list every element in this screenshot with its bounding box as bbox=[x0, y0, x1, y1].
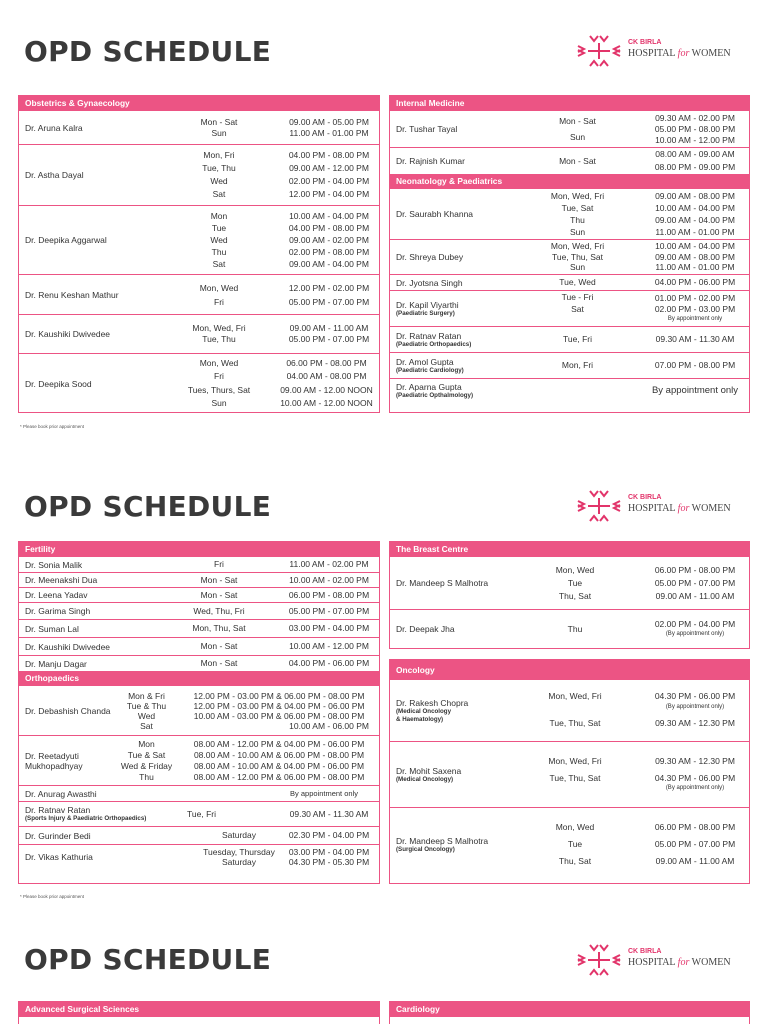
hospital-logo bbox=[576, 489, 736, 523]
section-header: Cardiology bbox=[390, 1002, 749, 1017]
logo-icon bbox=[576, 943, 622, 977]
time-cell: 06.00 PM - 08.00 PM bbox=[288, 589, 370, 600]
doctor-name: Dr. Mohit Saxena (Medical Oncology) bbox=[396, 765, 462, 783]
table-row bbox=[19, 144, 379, 205]
days-cell: Mon - Sat Sun bbox=[200, 116, 238, 138]
time-cell: 10.00 AM - 12.00 PM bbox=[289, 641, 369, 651]
table-row bbox=[19, 735, 379, 785]
table-row bbox=[390, 239, 749, 274]
page-title: OPD SCHEDULE bbox=[24, 35, 272, 68]
table-row bbox=[390, 189, 749, 239]
table-row bbox=[390, 807, 749, 881]
table-row bbox=[390, 274, 749, 290]
time-cell: 09.00 AM - 11.00 AM 05.00 PM - 07.00 PM bbox=[288, 323, 370, 344]
internal-medicine-table bbox=[389, 95, 750, 413]
days-cell: Wed, Thu, Fri bbox=[193, 605, 245, 616]
days-cell: Mon, Wed, Fri Tue, Sat Thu Sun bbox=[550, 191, 605, 237]
days-cell: Mon, Wed Fri bbox=[199, 282, 239, 307]
doctor-name: Dr. Kapil Viyarthi (Paediatric Surgery) bbox=[396, 299, 459, 317]
time-cell: 12.00 PM - 02.00 PM 05.00 PM - 07.00 PM bbox=[288, 282, 370, 307]
days-cell: Mon & Fri Tue & Thu Wed Sat bbox=[126, 690, 167, 731]
doctor-name: Dr. Reetadyuti Mukhopadhyay bbox=[25, 750, 83, 771]
doctor-name: Dr. Debashish Chanda bbox=[25, 705, 111, 716]
days-cell: Saturday bbox=[221, 830, 257, 840]
table-row bbox=[19, 844, 379, 869]
time-cell: 09.30 AM - 02.00 PM 05.00 PM - 08.00 PM 10.00 AM - 12.00 PM bbox=[654, 112, 736, 145]
days-cell: Mon - Sat bbox=[200, 641, 238, 651]
logo-small-text: CK BIRLA bbox=[628, 948, 662, 955]
doctor-name: Dr. Ratnav Ratan (Paediatric Orthopaedics) bbox=[396, 330, 472, 348]
table-row bbox=[19, 637, 379, 655]
time-cell: 09.00 AM - 08.00 PM 10.00 AM - 04.00 PM 09.00 AM - 04.00 PM 11.00 AM - 01.00 PM bbox=[655, 191, 735, 237]
days-cell: Mon - Sat bbox=[200, 658, 238, 668]
days-cell: Mon - Sat bbox=[200, 574, 238, 585]
days-cell: Fri bbox=[214, 559, 224, 569]
days-cell: Mon, Fri Tue, Thu Wed Sat bbox=[202, 150, 236, 199]
time-cell: 12.00 PM - 03.00 PM & 06.00 PM - 08.00 PM 12.00 PM - 03.00 PM & 04.00 PM - 06.00 PM 10.00 AM - 03.00 PM & 06.00 PM - 08.00 PM 10.00 AM - 06.00 PM bbox=[193, 690, 369, 731]
time-cell: 04.00 PM - 08.00 PM 09.00 AM - 12.00 PM 02.00 PM - 04.00 PM 12.00 PM - 04.00 PM bbox=[288, 150, 370, 199]
days-cell: Thu bbox=[567, 623, 583, 634]
cardiology-table bbox=[389, 1001, 750, 1024]
doctor-name: Dr. Kaushiki Dwivedee bbox=[25, 641, 111, 652]
time-cell: 06.00 PM - 08.00 PM 05.00 PM - 07.00 PM 09.00 AM - 11.00 AM bbox=[654, 564, 736, 601]
days-cell: Tue, Wed bbox=[559, 277, 596, 287]
section-header: Advanced Surgical Sciences bbox=[19, 1002, 379, 1017]
doctor-name: Dr. Leena Yadav bbox=[25, 590, 88, 600]
days-cell: Mon - Sat bbox=[200, 589, 238, 600]
doctor-name: Dr. Aruna Kalra bbox=[25, 122, 83, 133]
time-cell: 10.00 AM - 04.00 PM 09.00 AM - 08.00 PM 11.00 AM - 01.00 PM bbox=[655, 241, 735, 273]
section-header: Internal Medicine bbox=[390, 96, 749, 111]
oncology-table bbox=[389, 659, 750, 884]
days-cell: Tue - Fri Sat bbox=[561, 291, 594, 314]
logo-main-text: HOSPITAL for WOMEN bbox=[628, 503, 731, 514]
table-row bbox=[19, 826, 379, 844]
table-row bbox=[19, 686, 379, 735]
footnote: * Please book prior appointment bbox=[20, 894, 85, 899]
days-cell: Mon, Wed Tue Thu, Sat bbox=[555, 822, 595, 866]
time-cell: 09.00 AM - 05.00 PM 11.00 AM - 01.00 PM bbox=[289, 116, 369, 138]
doctor-name: Dr. Mandeep S Malhotra bbox=[396, 578, 489, 588]
doctor-name: Dr. Amol Gupta (Paediatric Cardiology) bbox=[396, 356, 464, 374]
table-row bbox=[19, 587, 379, 602]
doctor-name: Dr. Rakesh Chopra (Medical Oncology & Haematology) bbox=[396, 697, 469, 723]
page-title: OPD SCHEDULE bbox=[24, 943, 272, 976]
days-cell: Mon - Sat bbox=[559, 155, 596, 166]
doctor-name: Dr. Renu Keshan Mathur bbox=[25, 289, 119, 300]
days-cell: Mon, Wed Fri Tues, Thurs, Sat Sun bbox=[187, 357, 251, 408]
section-header: Fertility bbox=[19, 542, 379, 557]
doctor-name: Dr. Aparna Gupta (Paediatric Opthalmology) bbox=[396, 381, 474, 399]
time-cell: 03.00 PM - 04.00 PM bbox=[288, 623, 370, 633]
table-row bbox=[390, 147, 749, 174]
logo-icon bbox=[576, 34, 622, 68]
table-row bbox=[390, 352, 749, 378]
time-cell: 10.00 AM - 02.00 PM bbox=[289, 574, 369, 585]
doctor-name: Dr. Astha Dayal bbox=[25, 170, 84, 180]
doctor-name: Dr. Saurabh Khanna bbox=[396, 209, 474, 219]
doctor-name: Dr. Tushar Tayal bbox=[396, 124, 458, 134]
days-cell: Mon Tue & Sat Wed & Friday Thu bbox=[120, 738, 173, 782]
doctor-name: Dr. Kaushiki Dwivedee bbox=[25, 329, 111, 339]
hospital-logo bbox=[576, 34, 736, 68]
time-cell: 04.30 PM - 06.00 PM bbox=[654, 691, 736, 701]
advanced-surgical-table bbox=[18, 1001, 380, 1024]
doctor-name: Dr. Meenakshi Dua bbox=[25, 575, 98, 585]
doctor-name: Dr. Vikas Kathuria bbox=[25, 852, 93, 862]
table-row bbox=[19, 655, 379, 671]
table-row bbox=[19, 801, 379, 826]
time-cell: 07.00 PM - 08.00 PM bbox=[654, 360, 736, 370]
logo-small-text: CK BIRLA bbox=[628, 39, 662, 46]
table-row bbox=[390, 378, 749, 402]
time-cell: By appointment only bbox=[290, 789, 358, 798]
section-header: Orthopaedics bbox=[19, 671, 379, 686]
days-cell: Tue, Thu, Sat bbox=[549, 718, 601, 728]
doctor-name: Dr. Manju Dagar bbox=[25, 658, 87, 669]
hospital-logo bbox=[576, 943, 736, 977]
table-row bbox=[390, 326, 749, 352]
appointment-note: (By appointment only) bbox=[665, 704, 725, 710]
days-cell: Mon - Sat Sun bbox=[559, 116, 596, 142]
time-cell: 04.30 PM - 06.00 PM bbox=[654, 773, 736, 783]
logo-main-text: HOSPITAL for WOMEN bbox=[628, 48, 731, 59]
days-cell: Mon Tue Wed Thu Sat bbox=[210, 211, 228, 269]
table-row bbox=[19, 557, 379, 572]
table-row bbox=[390, 557, 749, 609]
time-cell: By appointment only bbox=[651, 385, 739, 396]
table-row bbox=[19, 619, 379, 637]
section-header: Oncology bbox=[390, 660, 749, 680]
table-row bbox=[390, 609, 749, 648]
time-cell: 10.00 AM - 04.00 PM 04.00 PM - 08.00 PM 09.00 AM - 02.00 PM 02.00 PM - 08.00 PM 09.00 AM - 04.00 PM bbox=[288, 211, 370, 269]
section-header: Obstetrics & Gynaecology bbox=[19, 96, 379, 111]
table-row bbox=[390, 290, 749, 326]
time-cell: 09.30 AM - 11.30 AM bbox=[655, 334, 735, 344]
time-cell: 09.30 AM - 11.30 AM bbox=[289, 808, 369, 819]
doctor-name: Dr. Mandeep S Malhotra (Surgical Oncology) bbox=[396, 835, 489, 853]
time-cell: 02.30 PM - 04.00 PM bbox=[288, 830, 370, 840]
time-cell: 02.00 PM - 04.00 PM (By appointment only) bbox=[654, 619, 736, 637]
table-row bbox=[19, 602, 379, 619]
section-header: The Breast Centre bbox=[390, 542, 749, 557]
time-cell: 04.00 PM - 06.00 PM bbox=[288, 658, 370, 668]
days-cell: Mon, Wed, Fri bbox=[548, 691, 602, 701]
days-cell: Mon, Thu, Sat bbox=[192, 623, 246, 633]
obstetrics-table bbox=[18, 95, 380, 413]
doctor-name: Dr. Jyotsna Singh bbox=[396, 277, 463, 288]
logo-main-text: HOSPITAL for WOMEN bbox=[628, 957, 731, 968]
logo-icon bbox=[576, 489, 622, 523]
time-cell: 08.00 AM - 12.00 PM & 04.00 PM - 06.00 PM 08.00 AM - 10.00 AM & 06.00 PM - 08.00 PM 08.00 AM - 10.00 AM & 04.00 PM - 06.00 PM 08.00 AM - 12.00 PM & 06.00 PM - 08.00 PM bbox=[193, 738, 365, 782]
days-cell: Mon, Wed, Fri bbox=[548, 756, 602, 766]
days-cell: Mon, Wed, Fri Tue, Thu bbox=[192, 323, 246, 344]
days-cell: Mon, Wed, Fri Tue, Thu, Sat Sun bbox=[550, 241, 605, 273]
time-cell: 03.00 PM - 04.00 PM 04.30 PM - 05.30 PM bbox=[288, 847, 370, 867]
time-cell: 04.00 PM - 06.00 PM bbox=[654, 277, 736, 287]
time-cell: 06.00 PM - 08.00 PM 04.00 AM - 08.00 PM 09.00 AM - 12.00 NOON 10.00 AM - 12.00 NOON bbox=[280, 357, 373, 408]
table-row bbox=[19, 205, 379, 274]
time-cell: 05.00 PM - 07.00 PM bbox=[288, 605, 370, 616]
breast-centre-table bbox=[389, 541, 750, 649]
time-cell: 08.00 AM - 09.00 AM 08.00 PM - 09.00 PM bbox=[654, 149, 736, 172]
table-row bbox=[390, 111, 749, 147]
table-row bbox=[19, 572, 379, 587]
table-row bbox=[19, 111, 379, 144]
doctor-name: Dr. Ratnav Ratan (Sports Injury & Paediatric Orthopaedics) bbox=[25, 805, 147, 822]
fertility-table bbox=[18, 541, 380, 884]
table-row bbox=[19, 274, 379, 314]
table-row bbox=[390, 741, 749, 807]
doctor-name: Dr. Anurag Awasthi bbox=[25, 788, 97, 799]
doctor-name: Dr. Rajnish Kumar bbox=[396, 156, 465, 166]
time-cell: 09.30 AM - 12.30 PM bbox=[655, 718, 735, 728]
footnote: * Please book prior appointment bbox=[20, 424, 85, 429]
logo-small-text: CK BIRLA bbox=[628, 494, 662, 501]
doctor-name: Dr. Gurinder Bedi bbox=[25, 830, 91, 841]
time-cell: 09.30 AM - 12.30 PM bbox=[655, 756, 735, 766]
days-cell: Tuesday, Thursday Saturday bbox=[203, 847, 275, 867]
page-title: OPD SCHEDULE bbox=[24, 490, 272, 523]
section-header: Neonatology & Paediatrics bbox=[390, 174, 749, 189]
doctor-name: Dr. Suman Lal bbox=[25, 623, 79, 634]
table-row bbox=[19, 353, 379, 413]
doctor-name: Dr. Deepak Jha bbox=[396, 624, 455, 634]
table-row bbox=[390, 680, 749, 741]
days-cell: Mon, Wed Tue Thu, Sat bbox=[555, 564, 595, 601]
doctor-name: Dr. Deepika Aggarwal bbox=[25, 235, 107, 245]
time-cell: 11.00 AM - 02.00 PM bbox=[289, 559, 369, 569]
days-cell: Tue, Thu, Sat bbox=[549, 773, 601, 783]
doctor-name: Dr. Deepika Sood bbox=[25, 378, 92, 389]
time-cell: 06.00 PM - 08.00 PM 05.00 PM - 07.00 PM 09.00 AM - 11.00 AM bbox=[654, 822, 736, 866]
days-cell: Tue, Fri bbox=[187, 808, 216, 819]
days-cell: Tue, Fri bbox=[563, 334, 592, 344]
days-cell: Mon, Fri bbox=[561, 360, 594, 370]
table-row bbox=[19, 314, 379, 353]
doctor-name: Dr. Garima Singh bbox=[25, 606, 91, 616]
doctor-name: Dr. Sonia Malik bbox=[25, 559, 83, 570]
appointment-note: (By appointment only) bbox=[665, 785, 725, 791]
table-row bbox=[19, 785, 379, 801]
time-cell: 01.00 PM - 02.00 PM 02.00 PM - 03.00 PM By appointment only bbox=[654, 293, 736, 322]
doctor-name: Dr. Shreya Dubey bbox=[396, 252, 464, 262]
